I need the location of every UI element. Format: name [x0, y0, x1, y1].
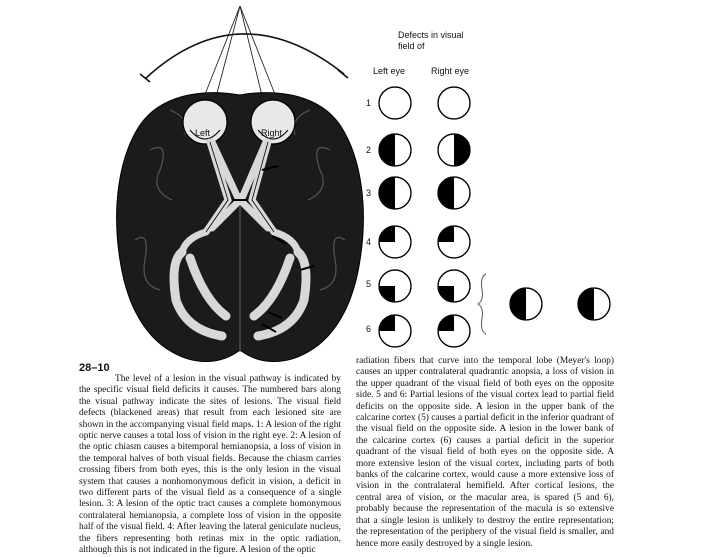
extra-right-field: [578, 288, 610, 320]
brace: [478, 274, 486, 334]
figure-number: 28–10: [79, 362, 110, 374]
row-number-6: 6: [366, 324, 372, 334]
left-eye-field-6: [379, 315, 411, 347]
brain-left-label: Left: [195, 128, 211, 138]
left-eye-field-4: [379, 226, 411, 258]
right-eye-field-6: [438, 315, 470, 347]
left-eye-field-2: [379, 134, 411, 166]
right-eye-field-3: [438, 177, 470, 209]
left-eye-label: Left eye: [373, 66, 406, 76]
left-eye-field-3: [379, 177, 411, 209]
defects-header: Defects in visual field of: [398, 30, 464, 51]
caption-left: The level of a lesion in the visual pathway is indicated by the specific visual field deficits it causes. The numbered bars along the visual pathway indicate the sites of lesions. The visual field defects (blackened areas) that result from each lesioned site are shown in the accompanying visual field maps. 1: A lesion of the right optic nerve causes a total loss of vision in the right eye. 2: A lesion of the optic chiasm causes a bitemporal hemianopsia, a loss of vision in the temporal halves of both visual fields. Because the chiasm carries crossing fibers from both eyes, this is the only lesion in the visual system that causes a nonhomonymous deficit in vision, a deficit in two different parts of the visual field as a consequence of a single lesion. 3: A lesion of the optic tract causes a complete homonymous contralateral hemianopsia, a complete loss of vision in the opposite half of the visual field. 4: After leaving the lateral geniculate nucleus, the fibers representing both retinas mix in the optic radiation, although this is not indicated in the figure. A lesion of the optic: [79, 374, 341, 556]
row-number-4: 4: [366, 237, 372, 247]
brain-right-label: Right: [261, 128, 283, 138]
extra-left-field: [510, 288, 542, 320]
right-eye-field-4: [438, 226, 470, 258]
left-eye-field-5: [379, 270, 411, 302]
brain-diagram: [117, 93, 364, 362]
row-number-3: 3: [366, 188, 372, 198]
right-eye-field-5: [438, 270, 470, 302]
right-eye-field-2: [438, 134, 470, 166]
left-eye-field-1: [379, 87, 411, 119]
right-eye-field-1: [438, 87, 470, 119]
visual-field-maps: [379, 87, 610, 347]
row-number-2: 2: [366, 145, 372, 155]
row-number-1: 1: [366, 98, 372, 108]
right-eye-label: Right eye: [431, 66, 470, 76]
caption-right: radiation fibers that curve into the temporal lobe (Meyer's loop) causes an upper contralateral quadrantic anopsia, a loss of vision in the upper quadrant of the visual field of both eyes on the opposite side. 5 and 6: Partial lesions of the visual cortex lead to partial field deficits on the opposite side. A lesion in the upper bank of the calcarine cortex (5) causes a partial deficit in the inferior quadrant of the visual field on the opposite side. A lesion in the lower bank of the calcarine cortex (6) causes a partial deficit in the superior quadrant of the visual field of both eyes on the opposite side. A more extensive lesion of the visual cortex, including parts of both banks of the calcarine cortex, would cause a more extensive loss of vision in the contralateral hemifield. After cortical lesions, the central area of vision, or the macular area, is spared (5 and 6), probably because the representation of the macula is so extensive that a single lesion is unlikely to destroy the entire representation; the representation of the periphery of the visual field is smaller, and hence more easily destroyed by a single lesion.: [356, 356, 614, 549]
row-number-5: 5: [366, 279, 372, 289]
